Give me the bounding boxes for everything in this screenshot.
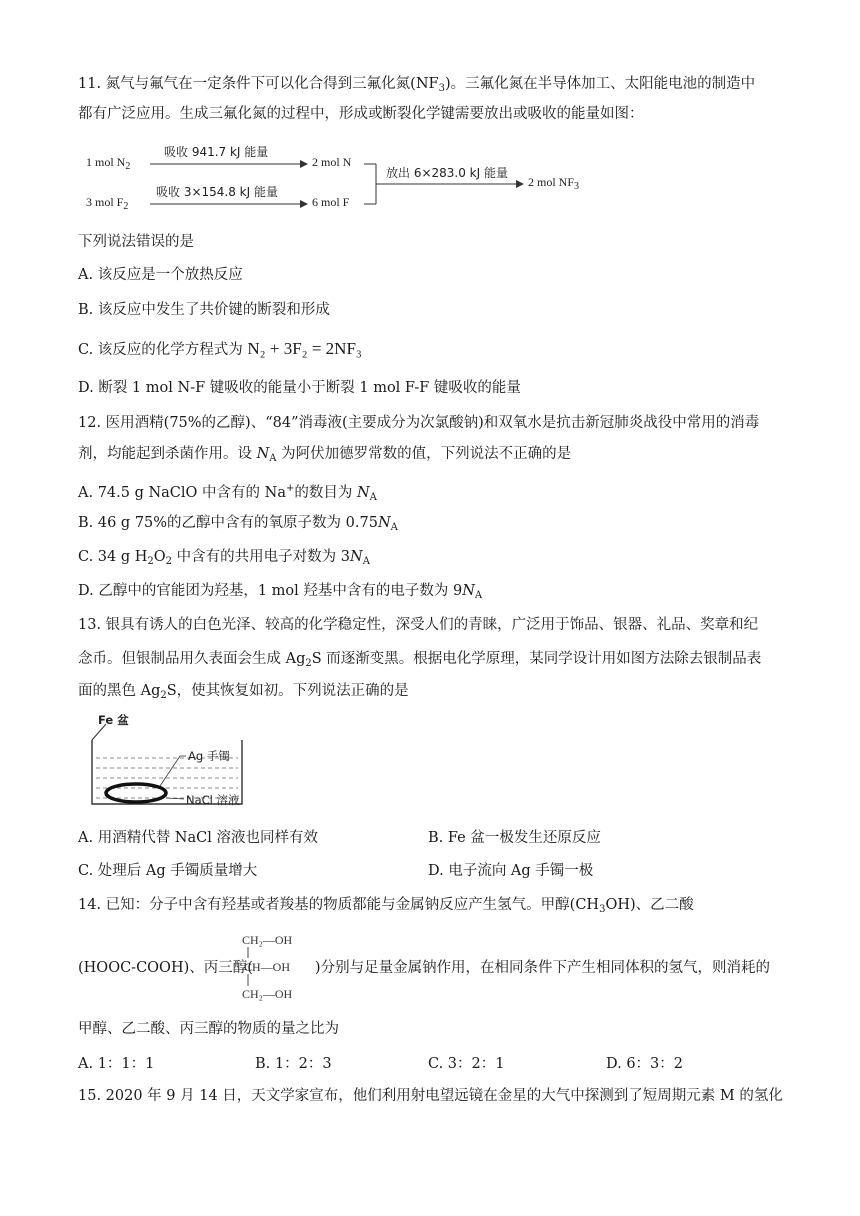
f2-reactant: 3 mol $F_2$ (86, 195, 129, 212)
glycerol-middle: CH—OH (244, 960, 291, 974)
q14-option-b: B. 1：2：3 (255, 1056, 332, 1072)
q12-option-c: C. 34 g $H_2O_2$ 中含有的共用电子对数为 $3N_A$ (78, 549, 370, 567)
q14-option-c: C. 3：2：1 (428, 1056, 505, 1072)
nacl-solution-label: NaCl 溶液 (186, 793, 240, 807)
q15-line1: 15. 2020 年 9 月 14 日，天文学家宣布，他们利用射电望远镜在金星的大气中探测到了短周期元素 M 的氢化 (78, 1088, 783, 1104)
q12-line2: 剂，均能起到杀菌作用。设 $N_A$ 为阿伏加德罗常数的值，下列说法不正确的是 (78, 446, 572, 464)
fe-basin-label: Fe 盆 (98, 713, 129, 727)
q13-option-a: A. 用酒精代替 NaCl 溶液也同样有效 (78, 830, 318, 846)
glycerol-structure (240, 930, 330, 1002)
nf3-product: 2 mol $NF_3$ (528, 175, 580, 192)
q11-option-d: D. 断裂 1 mol N-F 键吸收的能量小于断裂 1 mol F-F 键吸收的能量 (78, 380, 521, 396)
q12-option-b: B. 46 g 75%的乙醇中含有的氧原子数为 $0.75N_A$ (78, 515, 398, 533)
q11-stem: 下列说法错误的是 (78, 234, 194, 250)
q13-option-d: D. 电子流向 Ag 手镯一极 (428, 863, 594, 879)
q11-line1: 11. 氮气与氟气在一定条件下可以化合得到三氟化氮$(NF_3)$。三氟化氮在半导体加工、太阳能电池的制造中 (78, 76, 756, 94)
release-label: 放出 6×283.0 kJ 能量 (386, 166, 508, 180)
glycerol-top: CH₂—OH (242, 933, 293, 947)
q12-option-a: A. 74.5 g NaClO 中含有的 Na+的数目为 $N_A$ (78, 483, 377, 503)
q11-option-b: B. 该反应中发生了共价键的断裂和形成 (78, 302, 330, 318)
q14-line3: 甲醇、乙二酸、丙三醇的物质的量之比为 (78, 1021, 339, 1037)
q14-option-d: D. 6：3：2 (606, 1056, 684, 1072)
q11-option-a: A. 该反应是一个放热反应 (78, 267, 243, 283)
n-atoms: 2 mol N (312, 155, 352, 169)
q13-option-b: B. Fe 盆一极发生还原反应 (428, 830, 601, 846)
ag-bracelet-label: Ag 手镯 (188, 749, 230, 763)
q12-line1: 12. 医用酒精(75%的乙醇)、“84”消毒液(主要成分为次氯酸钠)和双氧水是抗击新冠肺炎战役中常用的消毒 (78, 415, 760, 431)
silver-cleaning-figure (86, 712, 286, 812)
q14-line1: 14. 已知：分子中含有羟基或者羧基的物质都能与金属钠反应产生氢气。甲醇$(CH_3OH)$、乙二酸 (78, 897, 694, 915)
q12-option-d: D. 乙醇中的官能团为羟基，1 mol 羟基中含有的电子数为 $9N_A$ (78, 583, 483, 601)
q11-option-c: C. 该反应的化学方程式为 N₂ + 3F₂ = 2NF₃ (78, 339, 362, 358)
q11-equation: N₂ + 3F₂ = 2NF₃ (247, 339, 362, 358)
n2-reactant: 1 mol $N_2$ (86, 155, 131, 172)
absorb-f2-label: 吸收 3×154.8 kJ 能量 (156, 185, 278, 199)
q13-line3: 面的黑色 $Ag_2S$，使其恢复如初。下列说法正确的是 (78, 683, 409, 701)
q13-line2: 念币。但银制品用久表面会生成 $Ag_2S$ 而逐渐变黑。根据电化学原理，某同学设计用如图方法除去银制品表 (78, 651, 762, 669)
q14-option-a: A. 1：1：1 (78, 1056, 155, 1072)
q13-option-c: C. 处理后 Ag 手镯质量增大 (78, 863, 258, 879)
q11-line2: 都有广泛应用。生成三氟化氮的过程中，形成或断裂化学键需要放出或吸收的能量如图： (78, 106, 644, 122)
absorb-n2-label: 吸收 941.7 kJ 能量 (164, 145, 269, 159)
q14-line2: (HOOC-COOH)、丙三醇( )分别与足量金属钠作用，在相同条件下产生相同体积的氢气，则消耗的 (78, 960, 771, 976)
energy-diagram (86, 140, 606, 220)
q13-line1: 13. 银具有诱人的白色光泽、较高的化学稳定性，深受人们的青睐，广泛用于饰品、银器、礼品、奖章和纪 (78, 617, 759, 633)
f-atoms: 6 mol F (312, 195, 350, 209)
glycerol-bottom: CH₂—OH (242, 987, 293, 1001)
